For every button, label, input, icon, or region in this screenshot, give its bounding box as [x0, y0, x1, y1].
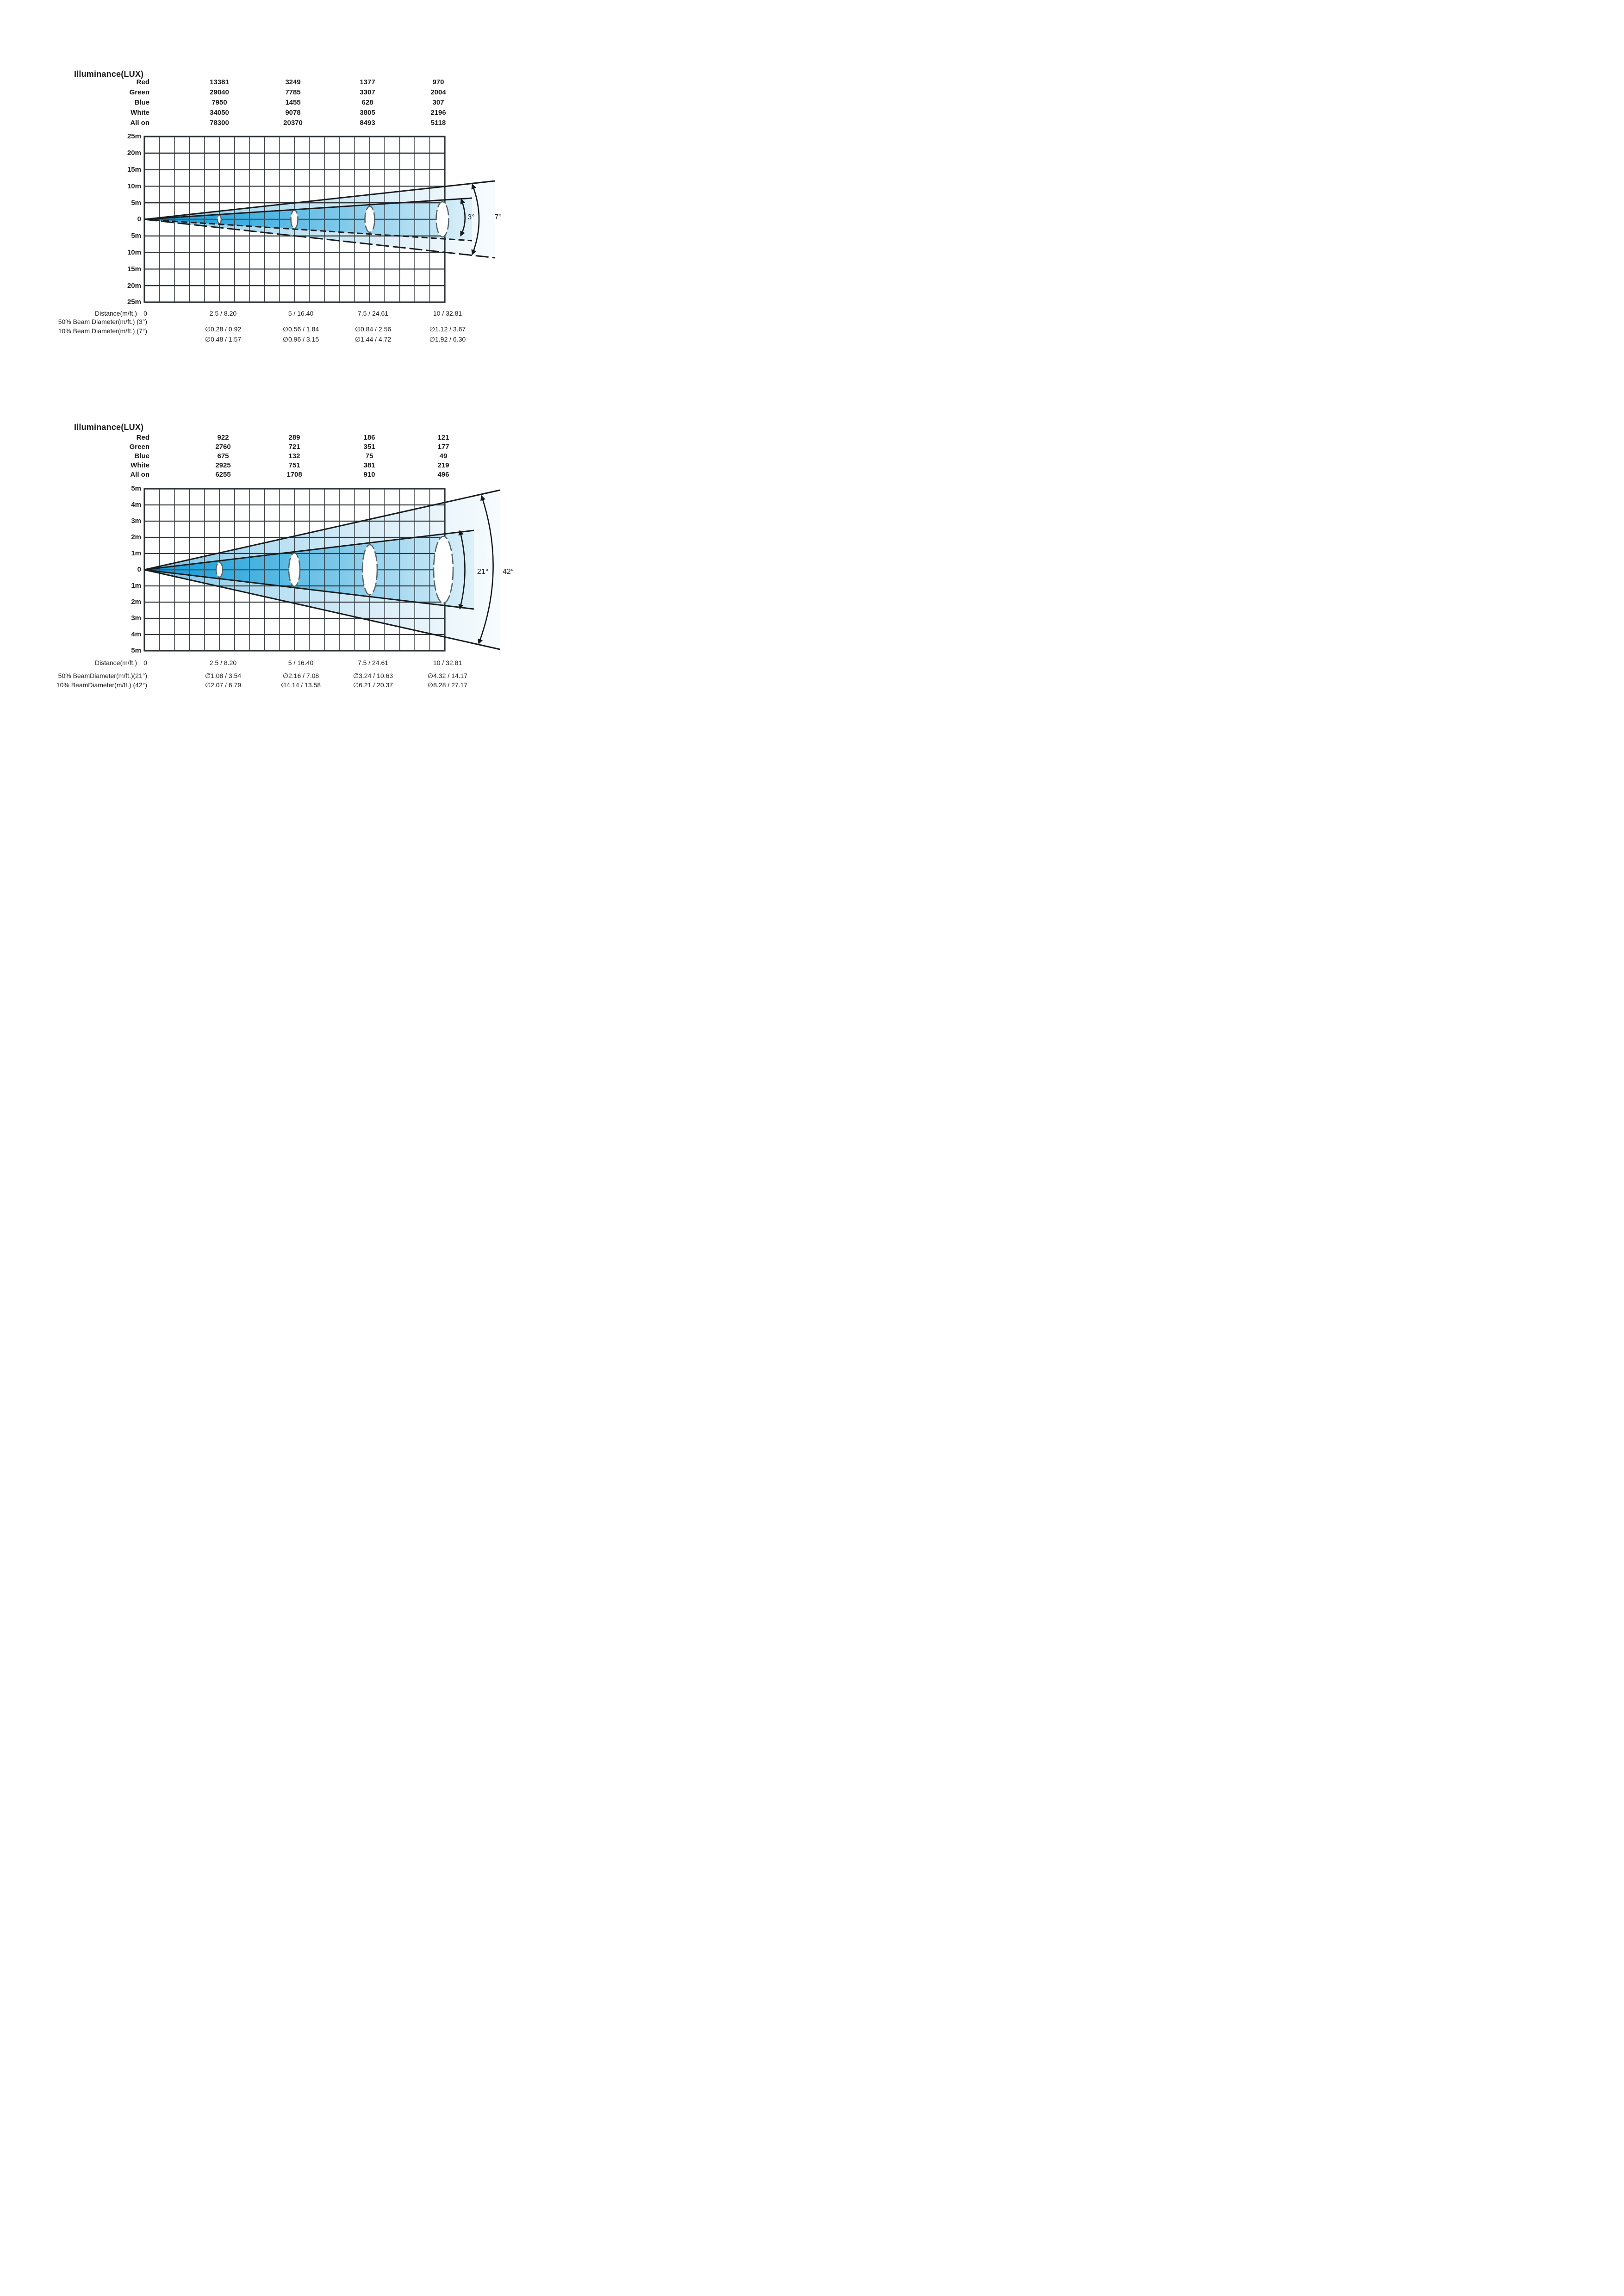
- lux-value: 910: [363, 471, 375, 479]
- outer-beam-angle-label: 42°: [502, 568, 514, 576]
- distance-value: 5 / 16.40: [288, 659, 314, 666]
- distance-origin: 0: [143, 310, 147, 317]
- beam50-diameter: ∅2.16 / 7.08: [282, 672, 319, 679]
- illuminance-row: [0, 88, 541, 99]
- lux-value: 922: [217, 434, 229, 442]
- lux-value: 2196: [430, 109, 446, 117]
- illuminance-row: [0, 443, 541, 452]
- lux-value: 3805: [360, 109, 375, 117]
- lux-value: 675: [217, 452, 229, 460]
- color-channel-label: Green: [129, 443, 149, 451]
- distance-value: 2.5 / 8.20: [209, 310, 237, 317]
- beam50-label: 50% BeamDiameter(m/ft.)(21°): [58, 672, 147, 679]
- beam50-diameter: ∅0.28 / 0.92: [205, 325, 242, 333]
- lux-value: 289: [288, 434, 300, 442]
- illuminance-row: [0, 434, 541, 443]
- beam10-diameter: ∅2.07 / 6.79: [205, 681, 242, 689]
- y-axis-tick-label: 5m: [131, 199, 141, 207]
- lux-value: 2925: [215, 461, 231, 469]
- illuminance-row: [0, 109, 541, 119]
- y-axis-tick-label: 5m: [131, 647, 141, 654]
- lux-value: 6255: [215, 471, 231, 479]
- lux-value: 132: [288, 452, 300, 460]
- lux-value: 78300: [210, 119, 229, 127]
- beam10-diameter: ∅0.96 / 3.15: [282, 336, 319, 343]
- y-axis-tick-label: 1m: [131, 582, 141, 590]
- color-channel-label: All on: [130, 119, 149, 127]
- lux-value: 121: [437, 434, 449, 442]
- color-channel-label: All on: [130, 471, 149, 479]
- illuminance-row: [0, 452, 541, 461]
- color-channel-label: White: [131, 461, 149, 469]
- lux-value: 381: [363, 461, 375, 469]
- y-axis-tick-label: 25m: [127, 298, 141, 306]
- distance-value: 7.5 / 24.61: [357, 310, 389, 317]
- y-axis-tick-label: 3m: [131, 517, 141, 525]
- lux-value: 1377: [360, 78, 375, 86]
- lux-value: 3307: [360, 88, 375, 96]
- lux-value: 7950: [212, 99, 227, 106]
- lux-value: 351: [363, 443, 375, 451]
- distance-value: 2.5 / 8.20: [209, 659, 237, 666]
- page-title: Illuminance(LUX): [74, 423, 144, 432]
- y-axis-tick-label: 1m: [131, 549, 141, 557]
- y-axis-tick-label: 10m: [127, 248, 141, 256]
- beam10-diameter: ∅1.92 / 6.30: [429, 336, 466, 343]
- lux-value: 7785: [285, 88, 301, 96]
- y-axis-tick-label: 2m: [131, 598, 141, 606]
- illuminance-row: [0, 78, 541, 88]
- lux-value: 2760: [215, 443, 231, 451]
- beam10-diameter: ∅0.48 / 1.57: [205, 336, 242, 343]
- distance-origin: 0: [143, 659, 147, 666]
- y-axis-tick-label: 5m: [131, 485, 141, 492]
- distance-value: 5 / 16.40: [288, 310, 314, 317]
- lux-value: 29040: [210, 88, 229, 96]
- beam50-diameter: ∅0.56 / 1.84: [282, 325, 319, 333]
- beam50-diameter: ∅1.12 / 3.67: [429, 325, 466, 333]
- y-axis-tick-label: 2m: [131, 533, 141, 541]
- lux-value: 496: [437, 471, 449, 479]
- lux-value: 3249: [285, 78, 301, 86]
- y-axis-tick-label: 25m: [127, 132, 141, 141]
- color-channel-label: Red: [136, 434, 149, 442]
- beam50-diameter: ∅4.32 / 14.17: [427, 672, 468, 679]
- beam50-diameter: ∅1.08 / 3.54: [205, 672, 242, 679]
- color-channel-label: Green: [129, 88, 149, 96]
- beam10-diameter: ∅6.21 / 20.37: [353, 681, 393, 689]
- page-title: Illuminance(LUX): [74, 69, 144, 79]
- y-axis-tick-label: 10m: [127, 182, 141, 190]
- y-axis-tick-label: 0: [137, 215, 141, 224]
- y-axis-tick-label: 3m: [131, 614, 141, 622]
- distance-label: Distance(m/ft.): [94, 310, 137, 317]
- distance-label: Distance(m/ft.): [94, 659, 137, 666]
- illuminance-table: [0, 434, 541, 480]
- lux-value: 8493: [360, 119, 375, 127]
- lux-value: 13381: [210, 78, 229, 86]
- lux-value: 1455: [285, 99, 301, 106]
- distance-value: 10 / 32.81: [433, 659, 462, 666]
- lux-value: 970: [432, 78, 444, 86]
- color-channel-label: Blue: [134, 452, 149, 460]
- lux-value: 721: [288, 443, 300, 451]
- illuminance-row: [0, 461, 541, 471]
- illuminance-row: [0, 471, 541, 480]
- beam10-label: 10% BeamDiameter(m/ft.) (42°): [56, 681, 147, 689]
- illuminance-row: [0, 99, 541, 109]
- y-axis-tick-label: 20m: [127, 281, 141, 290]
- beam50-diameter: ∅0.84 / 2.56: [355, 325, 392, 333]
- color-channel-label: White: [131, 109, 149, 117]
- lux-value: 1708: [286, 471, 302, 479]
- y-axis-tick-label: 15m: [127, 265, 141, 273]
- distance-value: 7.5 / 24.61: [357, 659, 389, 666]
- color-channel-label: Red: [136, 78, 149, 86]
- inner-beam-angle-label: 3°: [467, 213, 475, 221]
- y-axis-tick-label: 20m: [127, 149, 141, 157]
- y-axis-tick-label: 0: [137, 566, 141, 573]
- lux-value: 751: [288, 461, 300, 469]
- lux-value: 186: [363, 434, 375, 442]
- photometric-data-page: [0, 0, 541, 765]
- color-channel-label: Blue: [134, 99, 149, 106]
- beam50-label: 50% Beam Diameter(m/ft.) (3°): [58, 318, 147, 325]
- beam10-label: 10% Beam Diameter(m/ft.) (7°): [58, 327, 147, 335]
- inner-beam-angle-label: 21°: [477, 568, 489, 576]
- lux-value: 5118: [430, 119, 446, 127]
- lux-value: 307: [432, 99, 444, 106]
- y-axis-tick-label: 4m: [131, 630, 141, 638]
- lux-value: 49: [439, 452, 448, 460]
- lux-value: 9078: [285, 109, 301, 117]
- lux-value: 75: [365, 452, 373, 460]
- lux-value: 219: [437, 461, 449, 469]
- beam50-diameter: ∅3.24 / 10.63: [353, 672, 393, 679]
- lux-value: 628: [361, 99, 373, 106]
- lux-value: 177: [437, 443, 449, 451]
- beam10-diameter: ∅4.14 / 13.58: [280, 681, 321, 689]
- beam10-diameter: ∅1.44 / 4.72: [355, 336, 392, 343]
- distance-value: 10 / 32.81: [433, 310, 462, 317]
- y-axis-tick-label: 4m: [131, 501, 141, 509]
- lux-value: 34050: [210, 109, 229, 117]
- outer-beam-angle-label: 7°: [494, 213, 502, 221]
- lux-value: 2004: [430, 88, 446, 96]
- beam10-diameter: ∅8.28 / 27.17: [427, 681, 468, 689]
- y-axis-tick-label: 15m: [127, 165, 141, 174]
- y-axis-tick-label: 5m: [131, 232, 141, 240]
- lux-value: 20370: [283, 119, 303, 127]
- beam-cone-diagram: [0, 481, 541, 680]
